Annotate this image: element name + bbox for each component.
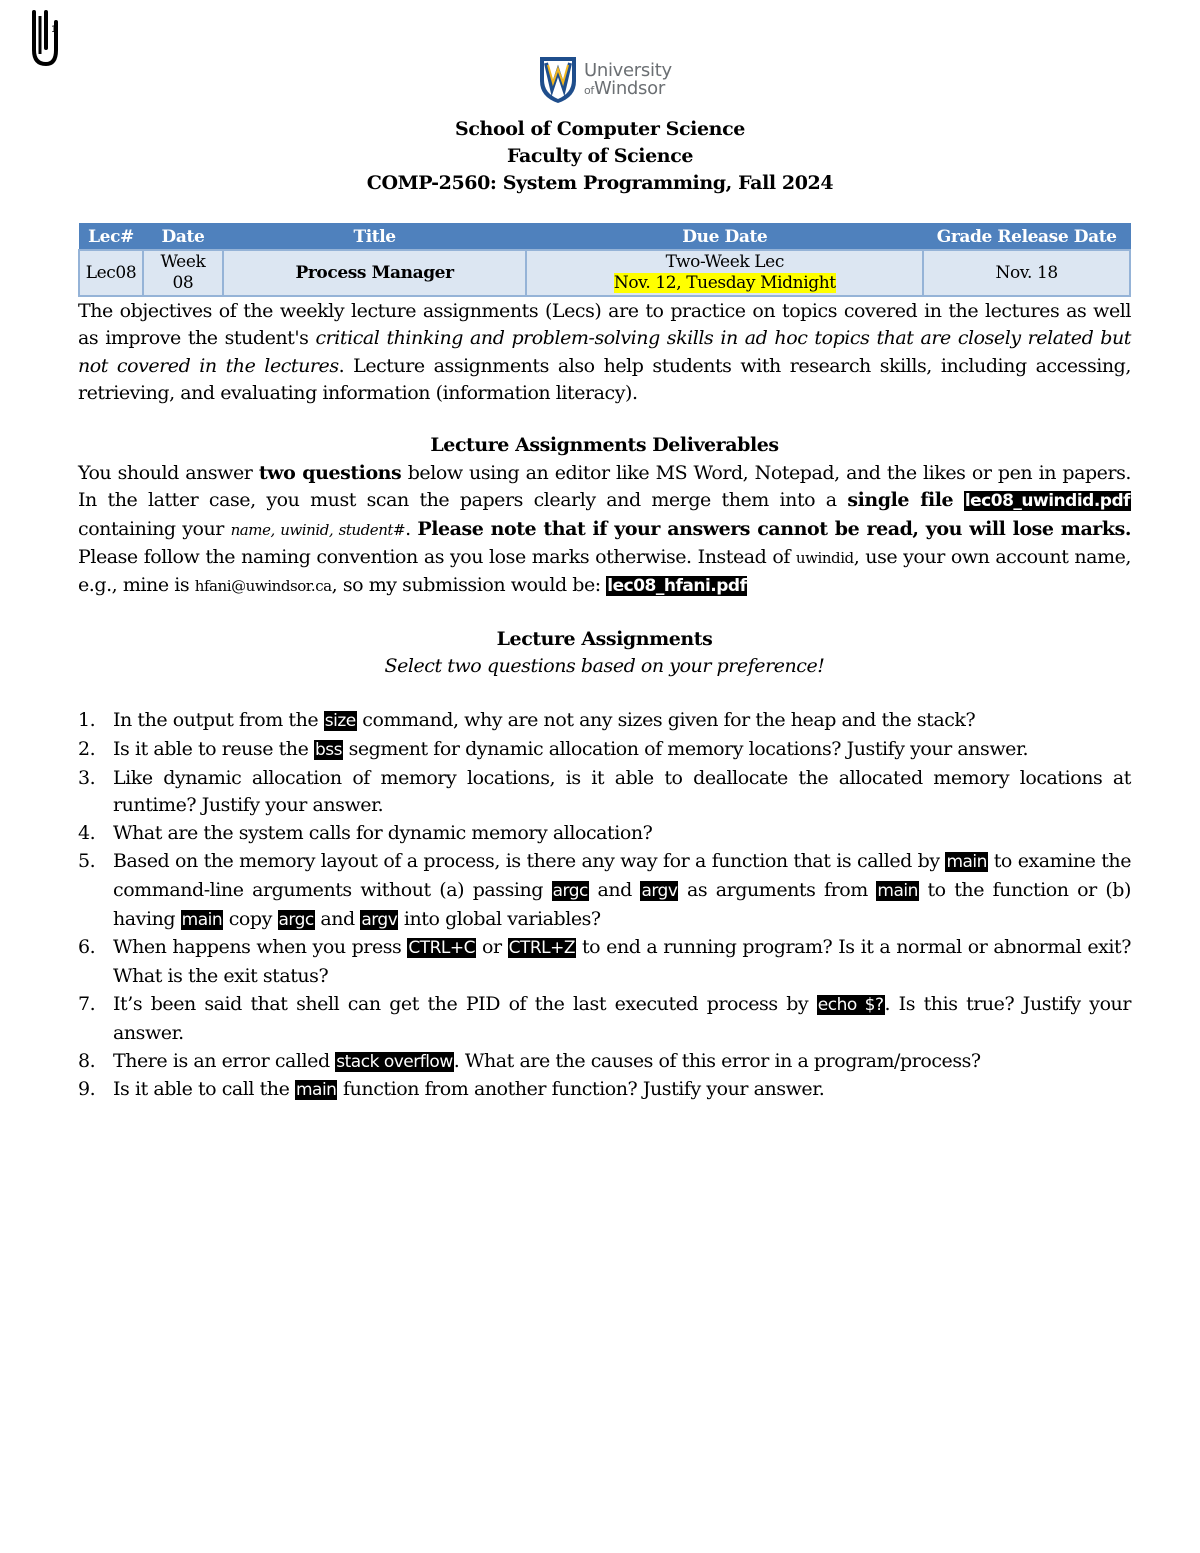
deliv-text-5: Please follow the naming convention as you lose marks otherwise. Instead of (78, 545, 796, 568)
deliv-text-6: , use your own account name, e.g., mine is (78, 545, 1131, 597)
logo-of: of (584, 84, 595, 97)
q-text: . What are the causes of this error in a program/process? (453, 1049, 981, 1072)
crest-icon (538, 55, 578, 105)
code-keyword: main (181, 909, 223, 930)
deliv-fields: name, uwinid, student# (230, 520, 406, 539)
q-text: copy (223, 907, 278, 930)
q-text: Is it able to reuse the (113, 737, 314, 760)
deliv-text-3b: . (405, 517, 418, 540)
code-keyword: bss (314, 739, 342, 760)
lecture-title: Process Manager (295, 262, 454, 283)
code-keyword: argv (641, 880, 678, 901)
list-item (78, 991, 1131, 1048)
q-text: Like dynamic allocation of memory locations, is it able to deallocate the allocated memory locations at runtime? Justify your answer. (113, 766, 1131, 817)
deliv-uwindid: uwindid (795, 548, 854, 567)
code-keyword: echo $? (817, 994, 884, 1015)
table-row (79, 250, 1130, 296)
question-number: 6. (78, 936, 96, 959)
question-number: 8. (78, 1049, 96, 1072)
q-text: There is an error called (113, 1049, 336, 1072)
header-date: Date (143, 224, 223, 251)
deliv-text-2: below using an editor like MS Word, Notepad, and the likes or pen in papers. In the latter case, you must scan the papers clearly and merge them into a (78, 462, 1132, 512)
deliv-email: hfani@uwindsor.ca (194, 577, 332, 596)
header-due-date: Due Date (526, 224, 923, 251)
deliv-bold-2: single file (847, 489, 954, 512)
q-text: What are the system calls for dynamic memory allocation? (113, 822, 653, 845)
q-text: Based on the memory layout of a process, is there any way for a function that is called by (113, 849, 946, 872)
q-text: Is it able to call the (113, 1078, 295, 1101)
cell-title (223, 250, 526, 296)
intro-text-italic: critical thinking and problem-solving skills in ad hoc topics that are closely related but not covered in the lectures (78, 327, 1131, 377)
svg-text:1: 1 (51, 25, 57, 35)
header-lec: Lec# (79, 224, 143, 251)
q-text: In the output from the (113, 709, 324, 731)
assignments-subheading: Select two questions based on your preference! (384, 655, 825, 677)
filename-badge: lec08_uwindid.pdf (964, 491, 1131, 512)
question-list (78, 707, 1131, 1105)
intro-paragraph (78, 298, 1131, 407)
cell-grade-release: Nov. 18 (923, 250, 1130, 296)
intro-text-2: . Lecture assignments also help students with research skills, including accessing, retrieving, and evaluating information (information literacy). (78, 354, 1131, 404)
cell-lec: Lec08 (79, 250, 143, 296)
deliv-bold-1: two questions (258, 462, 402, 484)
q-text: function from another function? Justify your answer. (337, 1078, 825, 1101)
intro-text-1: The objectives of the weekly lecture assignments (Lecs) are to practice on topics covered in the lectures as well as improve the student's (78, 300, 1131, 350)
deliv-text-1: You should answer (78, 462, 259, 484)
deliverables-paragraph (78, 460, 1131, 600)
header-title: Title (223, 224, 526, 251)
q-text: When happens when you press (113, 936, 408, 959)
q-text: to the function or (b) having (113, 878, 1131, 930)
code-keyword: stack overflow (336, 1051, 453, 1072)
faculty-name: Faculty of Science (506, 145, 694, 167)
logo-line-1: University (584, 60, 672, 81)
deliverables-heading: Lecture Assignments Deliverables (430, 434, 779, 456)
q-text: and (314, 907, 361, 930)
q-text: into global variables? (398, 907, 601, 930)
table-header-row (79, 224, 1130, 251)
q-text: command, why are not any sizes given for the heap and the stack? (356, 709, 976, 731)
q-text: to examine the command-line arguments without (a) passing (113, 849, 1132, 901)
list-item (78, 934, 1131, 991)
university-logo (538, 54, 678, 106)
deliv-text-7: , so my submission would be: (331, 574, 607, 597)
cell-date: Week 08 (143, 250, 223, 296)
example-filename-badge: lec08_hfani.pdf (607, 576, 747, 597)
logo-line-2: Windsor (594, 78, 665, 99)
due-deadline: Nov. 12, Tuesday Midnight (613, 273, 836, 293)
code-keyword: argv (361, 909, 398, 930)
code-keyword: argc (552, 880, 588, 901)
q-text: and (588, 878, 641, 901)
code-keyword: CTRL+C (408, 938, 475, 959)
school-name: School of Computer Science (455, 118, 745, 140)
deliv-warning: Please note that if your answers cannot be read, you will lose marks. (417, 517, 1131, 540)
code-keyword: main (877, 880, 918, 901)
list-item (78, 736, 1131, 765)
list-item (78, 848, 1131, 934)
question-number: 4. (78, 822, 96, 845)
header-grade-release: Grade Release Date (923, 224, 1130, 251)
lecture-info-table (78, 223, 1131, 297)
q-text: to end a running program? Is it a normal or abnormal exit? What is the exit status? (113, 936, 1131, 988)
list-item (78, 820, 1131, 848)
paperclip-icon (18, 8, 62, 70)
list-item (78, 1048, 1131, 1077)
list-item (78, 1076, 1131, 1105)
question-number: 9. (78, 1078, 96, 1101)
q-text: It’s been said that shell can get the PID of the last executed process by (113, 992, 817, 1015)
assignments-heading: Lecture Assignments (496, 628, 713, 650)
due-type: Two-Week Lec (665, 252, 784, 272)
q-text: . Is this true? Justify your answer. (113, 992, 1131, 1044)
list-item (78, 765, 1131, 821)
code-keyword: size (324, 711, 356, 731)
course-title: COMP-2560: System Programming, Fall 2024 (366, 172, 834, 194)
cell-due-date (526, 250, 923, 296)
q-text: as arguments from (678, 878, 877, 901)
question-number: 7. (78, 992, 96, 1015)
question-number: 1. (78, 709, 96, 731)
list-item (78, 707, 1131, 736)
code-keyword: main (295, 1080, 337, 1101)
code-keyword: main (946, 851, 987, 872)
q-text: or (475, 936, 508, 959)
question-number: 3. (78, 766, 96, 789)
deliv-text-3: containing your (78, 517, 231, 540)
q-text: segment for dynamic allocation of memory locations? Justify your answer. (342, 737, 1029, 760)
question-number: 2. (78, 737, 96, 760)
code-keyword: argc (278, 909, 314, 930)
code-keyword: CTRL+Z (508, 938, 576, 959)
question-number: 5. (78, 849, 96, 872)
